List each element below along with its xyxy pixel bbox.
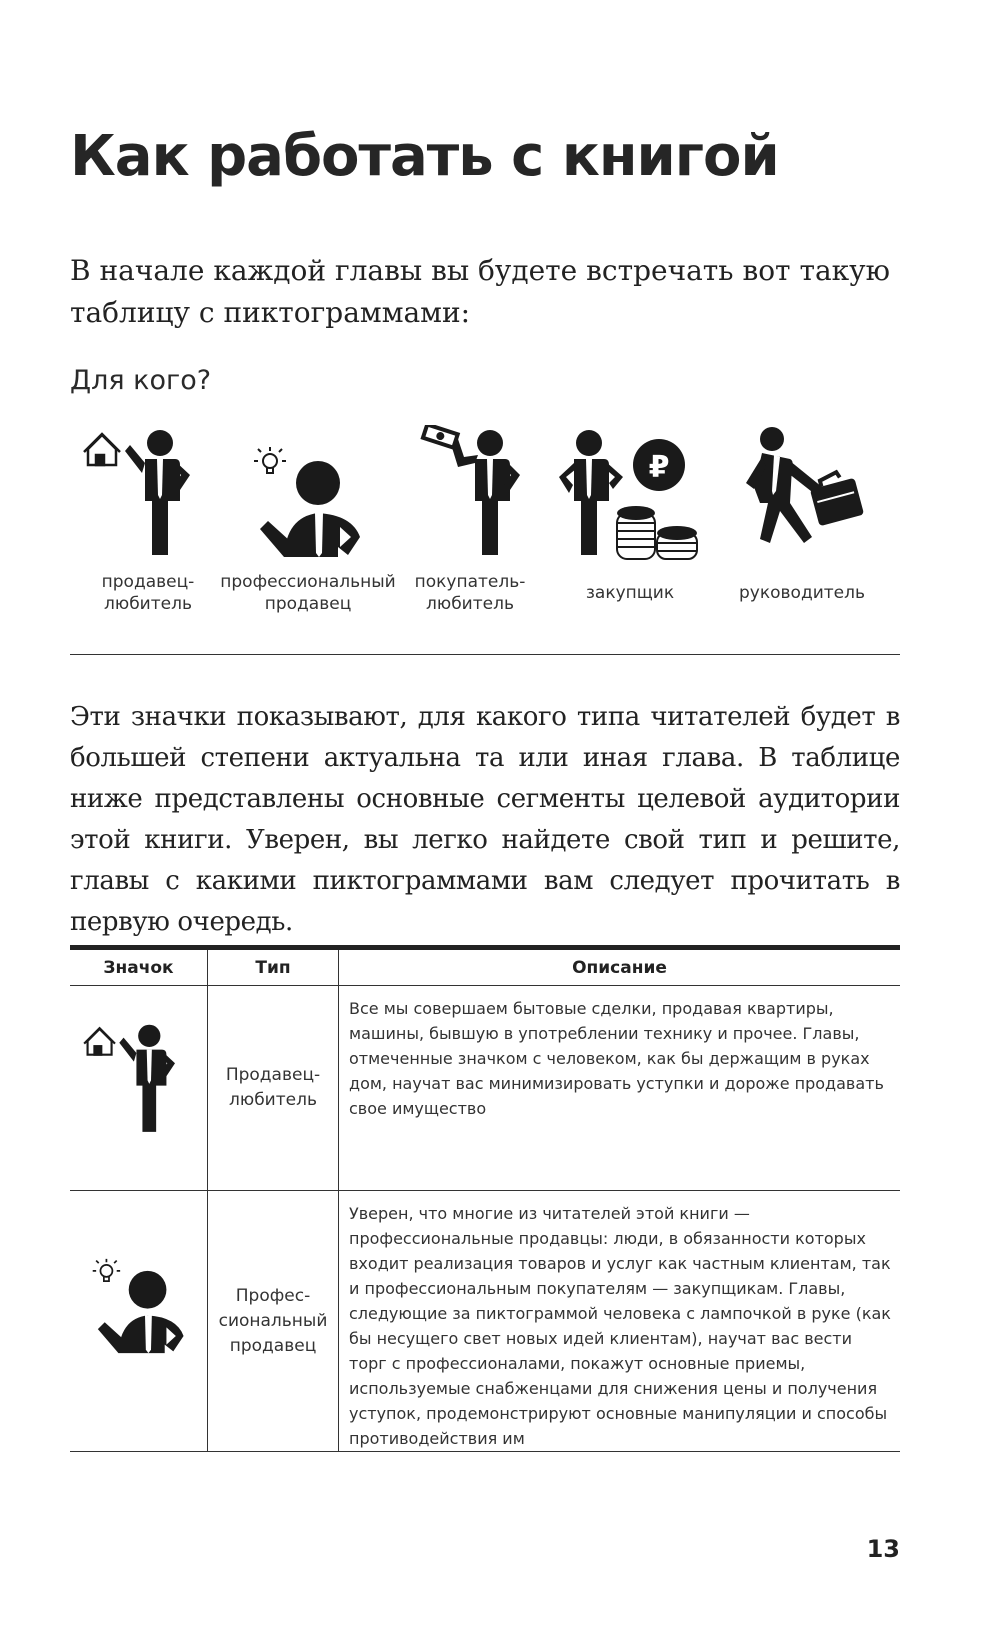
header-description: Описание: [339, 948, 901, 986]
ruble-coins-icon: [617, 439, 697, 559]
businessman-lightbulb-figure: [238, 425, 378, 565]
businessman-house-figure: [79, 1014, 199, 1164]
persona-label-line1: продавец-: [101, 572, 195, 592]
persona-label-line1: руководитель: [739, 583, 865, 603]
table-row: [70, 986, 900, 1191]
row-type-cell: [208, 986, 339, 1191]
banknote-icon: [420, 425, 460, 450]
lightbulb-icon: [92, 1259, 119, 1281]
type-line: Продавец-: [225, 1065, 321, 1085]
header-type: Тип: [208, 948, 339, 986]
house-icon: [84, 434, 120, 465]
row-description-cell: Все мы совершаем бытовые сделки, продавая квартиры, машины, бывшую в употреблении технику и прочее. Главы, отмеченные значком с человеком, как бы держащим в руках дом, научат вас минимизировать уступки и дороже продавать свое имущество: [339, 986, 901, 1191]
type-line: продавец: [229, 1335, 317, 1356]
type-line: Профес-: [235, 1285, 311, 1306]
svg-text:₽: ₽: [648, 450, 670, 485]
businessman-coins-figure: [555, 425, 705, 565]
row-icon-cell: [70, 986, 208, 1191]
persona-label-line1: покупатель-: [414, 572, 526, 592]
header-icon: Значок: [70, 948, 208, 986]
persona-professional-seller: [218, 425, 398, 647]
persona-label-line2: любитель: [104, 594, 192, 614]
lightbulb-icon: [254, 447, 286, 473]
intro-paragraph: В начале каждой главы вы будете встречать вот такую таблицу с пиктограммами:: [70, 254, 890, 329]
page-number: 13: [866, 1535, 900, 1563]
house-icon: [84, 1028, 115, 1055]
persona-amateur-seller: [58, 425, 238, 647]
audience-segments-table: [70, 945, 900, 1452]
persona-label-line2: продавец: [264, 594, 352, 614]
type-line: сиональный: [218, 1310, 328, 1331]
page-title: Как работать с книгой: [70, 124, 779, 189]
businessman-lightbulb-figure: [79, 1235, 199, 1365]
persona-purchaser: [540, 425, 720, 647]
businessman-briefcase-figure: [732, 425, 872, 565]
row-type-cell: [208, 1191, 339, 1452]
body-paragraph: Эти значки показывают, для какого типа читателей будет в большей степени актуальна та или иная глава. В таблице ниже представлены основные сегменты целевой аудитории этой книги. Уверен, вы легко найдете свой тип и решите, главы с какими пиктограммами вам следует прочитать в первую очередь.: [70, 702, 900, 937]
persona-label-line1: закупщик: [585, 583, 675, 603]
row-description-cell: Уверен, что многие из читателей этой книги — профессиональные продавцы: люди, в обязанности которых входит реализация товаров и услуг как частным клиентам, так и профессиональным покупателям — закупщикам. Главы, следующие за пиктограммой человека с лампочкой в руке (как бы несущего свет новых идей клиентам), научат вас вести торг с профессионалами, покажут основные приемы, используемые снабженцами для снижения цены и получения уступок, продемонстрируют основные манипуляции и способы противодействия им: [339, 1191, 901, 1452]
table-row: [70, 1191, 900, 1452]
businessman-house-figure: [78, 425, 218, 565]
persona-amateur-buyer: [380, 425, 560, 647]
for-whom-heading: Для кого?: [70, 365, 212, 396]
row-icon-cell: [70, 1191, 208, 1452]
type-line: любитель: [229, 1090, 317, 1110]
businessman-banknote-figure: [400, 425, 540, 565]
persona-label-line1: профессиональный: [220, 572, 396, 592]
briefcase-icon: [810, 472, 864, 527]
persona-icons-row: [70, 425, 900, 647]
persona-manager: [712, 425, 892, 647]
table-header-row: [70, 948, 900, 986]
icons-row-divider: [70, 654, 900, 655]
persona-label-line2: любитель: [426, 594, 514, 614]
